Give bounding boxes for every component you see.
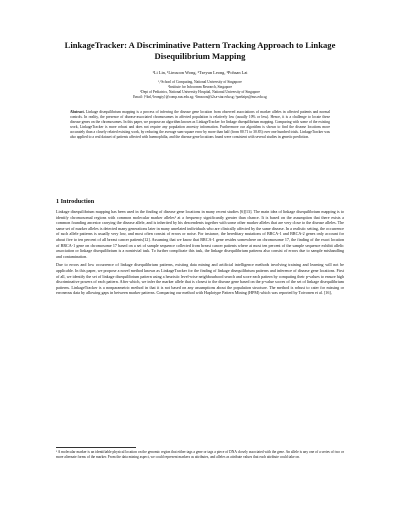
affiliations <box>56 80 344 100</box>
affiliation-line: ¹,²School of Computing, National University of Singapore <box>158 80 242 84</box>
affiliation-line: ¹Institute for Infocomm Research, Singapore <box>167 85 233 89</box>
email-line: Email: {¹linl,²leongty}@comp.nus.edu.sg; ¹limsoon@i2r.a-star.edu.sg; ³paelaips@nus.edu.sg <box>133 95 267 99</box>
footnote: ¹ A molecular marker is an identifiable physical location on the genomic region that either tags a gene or tags a piece of DNA closely associated with the gene. An allele is any one of a series of two or more alternate forms of the marker. From the data mining aspect, we could represent markers as attributes, and alleles as attribute values that each attribute could take on. <box>56 450 344 459</box>
abstract-label: Abstract. <box>70 110 85 114</box>
abstract <box>70 110 330 182</box>
affiliation-line: ³Dept of Pediatrics, National University Hospital, National University of Singapore <box>140 90 260 94</box>
body-text <box>56 209 344 443</box>
paragraph: Linkage disequilibrium mapping has been used in the finding of disease gene locations in many recent studies [6][13]. The main idea of linkage disequilibrium mapping is to identify chromosomal regions with common molecular marker alleles¹ at a frequency significantly greater than chance. It is based on the assumption that there exists a common founding ancestor carrying the disease allele, and is inherited by his descendents together with some other marker alleles that are very close to the disease alleles. The same set of marker alleles is detected many generations later in many unrelated individuals who are clinically affected by the same disease. In a realistic setting, the occurrence of such allele patterns is usually very low, and most often consist of errors or noise. For instance, the hereditary mutations of BRCA-1 and BRCA-2 genes only account for about five to ten percent of all breast cancer patients[12]. Assuming that we know that BRCA-1 gene resides somewhere on chromosome 17, the finding of the exact location of BRCA-1 gene on chromosome 17 based on a set of sample sequence collected from breast cancer patients where at most ten percent of the sample sequence exhibit allelic association or linkage disequilibrium is a nontrivial task. To further complicate this task, the linkage disequilibrium patterns also consist of errors due to sample mishandling and contamination. <box>56 209 344 259</box>
paragraph: Due to errors and low occurrence of linkage disequilibrium patterns, existing data mining and artificial intelligence methods involving training and learning will not be applicable. In this paper, we propose a novel method known as LinkageTracker for the finding of linkage disequilibrium patterns and inference of disease gene locations. First of all, we identify the set of linkage disequilibrium pattern using a heuristic level-wise neighbourhood search and score each pattern by computing their p-values to ensure high discriminative powers of each pattern. After which, we infer the marker allele that is closest to the disease gene based on the p-value scores of the set of linkage disequilibrium patterns. LinkageTracker is a nonparametric method in that it is not based on any assumptions about the population structure. The method is robust to cater for missing or erroneous data by allowing gaps in between marker patterns. Comparing our method with Haplotype Pattern Mining (HPM) which was reported by Toivonen et al. [16], <box>56 262 344 296</box>
author-list: ¹Li Lin, ¹Limsoon Wong, ²Tzeyun Leong, ³Pohsan Lai <box>152 70 248 75</box>
section-heading: 1 Introduction <box>56 198 95 205</box>
paper-title: LinkageTracker: A Discriminative Pattern Tracking Approach to Linkage Disequilibrium Mapping <box>64 40 336 61</box>
abstract-text: Linkage disequilibrium mapping is a process of inferring the disease gene location from observed associations of marker alleles in affected patients and normal controls. In reality, the presence of disease-associated chromosomes in affected population is relatively low (usually 10% or less). Hence, it is a challenge to locate these disease genes on the chromosomes. In this paper, we propose an algorithm known as LinkageTracker for linkage disequilibrium mapping. Comparing with some of the existing work, LinkageTracker is more robust and does not require any population ancestry information. Furthermore our algorithm is shown to find the disease locations more accurately than a closely related existing work, by reducing the average sum-square error by more than half (from 80.71 to 30.83) over one hundred trials. LinkageTracker was also applied to a real dataset of patients affected with haemophilia, and the disease gene locations found were consistent with several studies in genetic prediction. <box>70 110 330 140</box>
footnote-rule <box>56 447 136 448</box>
